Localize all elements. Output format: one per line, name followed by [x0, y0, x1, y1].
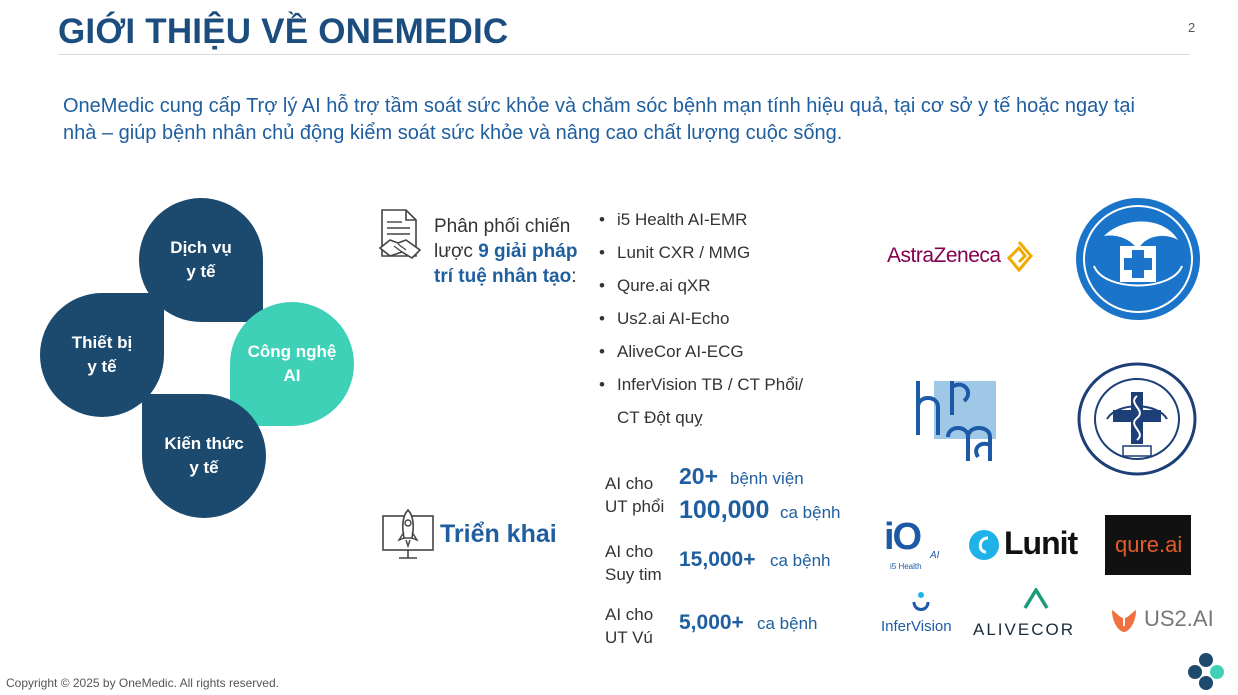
copyright-footer: Copyright © 2025 by OneMedic. All rights reserved.: [6, 676, 279, 690]
list-item-continued: [599, 403, 803, 436]
petal-medical-knowledge-line1: Kiến thức: [164, 434, 244, 453]
astrazeneca-wordmark: AstraZeneca: [887, 244, 1001, 267]
distribution-ai: trí tuệ nhân tạo: [434, 266, 572, 287]
page-number: 2: [1188, 20, 1196, 35]
petal-medical-devices-line2: y tế: [87, 357, 117, 376]
alivecor-mark-icon: [1021, 588, 1051, 610]
heart-label-line2: Suy tim: [605, 565, 662, 584]
bullet-dot: •: [599, 276, 605, 295]
distribution-colon: :: [571, 266, 577, 287]
solution-label: Us2.ai AI-Echo: [617, 309, 730, 328]
petal-medical-devices-line1: Thiết bị: [71, 333, 133, 352]
breast-label-line2: UT Vú: [605, 628, 653, 647]
page-title: GIỚI THIỆU VỀ ONEMEDIC: [58, 12, 509, 51]
rocket-monitor-icon: [381, 508, 435, 567]
lunit-mark-icon: [968, 529, 1000, 561]
breast-cases-value: 5,000+: [679, 611, 744, 634]
petal-ai-technology-line1: Công nghệ: [247, 342, 337, 361]
solution-label: Qure.ai qXR: [617, 276, 711, 295]
petal-medical-services-line1: Dịch vụ: [170, 238, 232, 257]
i5-ai-label: AI: [930, 550, 940, 561]
lung-cases-value: 100,000: [679, 496, 770, 524]
us2-wordmark: US2.AI: [1144, 606, 1214, 631]
onemedic-logo-icon: [1186, 652, 1226, 695]
distribution-line2: [434, 239, 577, 264]
intro-paragraph: OneMedic cung cấp Trợ lý AI hỗ trợ tầm soát sức khỏe và chăm sóc bệnh mạn tính hiệu quả, tại cơ sở y tế hoặc ngay tại nhà – giúp bệnh nhân chủ động kiểm soát sức khỏe và nâng cao chất lượng cuộc sống.: [63, 95, 1135, 144]
lung-label-line1: AI cho: [605, 474, 654, 493]
bullet-dot: •: [599, 309, 605, 328]
list-item: [599, 238, 803, 271]
lunit-wordmark: Lunit: [1004, 525, 1078, 561]
solution-label: InferVision TB / CT Phổi/: [617, 375, 804, 394]
heart-label: [605, 540, 662, 586]
breast-label-line1: AI cho: [605, 605, 654, 624]
us2-mark-icon: [1110, 604, 1138, 634]
lung-label: [605, 472, 664, 518]
infervision-wordmark: InferVision: [881, 618, 952, 635]
heart-label-line1: AI cho: [605, 542, 654, 561]
list-item: [599, 205, 803, 238]
distribution-count: 9 giải pháp: [478, 241, 578, 262]
deployment-heading: Triển khai: [440, 520, 557, 548]
qure-ai-wordmark: qure.ai: [1115, 532, 1183, 557]
i5-health-mark: iO: [884, 516, 921, 558]
distribution-line2-prefix: lược: [434, 241, 479, 262]
solution-label: Lunit CXR / MMG: [617, 243, 751, 262]
lung-label-line2: UT phổi: [605, 497, 665, 516]
university-mark-logo: [912, 375, 1002, 472]
petal-medical-knowledge-line2: y tế: [189, 458, 219, 477]
petal-ai-technology-line2: AI: [283, 366, 301, 385]
list-item: [599, 337, 803, 370]
distribution-line3: [434, 264, 577, 289]
petal-medical-knowledge: [142, 394, 266, 518]
contract-handshake-icon: [376, 208, 426, 267]
distribution-text: [434, 214, 577, 289]
breast-label: [605, 603, 653, 649]
solution-list: [599, 205, 803, 436]
solution-label: AliveCor AI-ECG: [617, 342, 744, 361]
bullet-dot: •: [599, 210, 605, 229]
solution-label: CT Đột quỵ: [617, 408, 703, 427]
lung-hospitals-unit: bệnh viện: [730, 469, 804, 488]
title-divider: [58, 54, 1190, 55]
distribution-line1: Phân phối chiến: [434, 216, 571, 237]
breast-cases-unit: ca bệnh: [757, 614, 818, 633]
list-item: [599, 304, 803, 337]
bullet-dot: •: [599, 375, 605, 394]
heart-cases-unit: ca bệnh: [770, 551, 831, 570]
solution-label: i5 Health AI-EMR: [617, 210, 748, 229]
list-item: [599, 370, 803, 403]
lung-hospitals-value: 20+: [679, 463, 719, 489]
medical-university-hospital-logo: [1077, 362, 1197, 481]
astrazeneca-mark-icon: [1005, 240, 1035, 274]
alivecor-wordmark: ALIVECOR: [973, 620, 1075, 639]
bullet-dot: •: [599, 243, 605, 262]
list-item: [599, 271, 803, 304]
i5-health-label: i5 Health: [890, 562, 922, 571]
bullet-dot: •: [599, 342, 605, 361]
lung-cases-unit: ca bệnh: [780, 503, 841, 522]
petal-medical-services-line2: y tế: [186, 262, 216, 281]
infervision-mark-icon: [911, 592, 931, 614]
young-doctors-association-logo: [1074, 196, 1202, 327]
qure-ai-logo: [1105, 515, 1191, 575]
petal-ai-technology: [230, 302, 354, 426]
astrazeneca-logo: [887, 244, 1001, 268]
heart-cases-value: 15,000+: [679, 548, 756, 571]
